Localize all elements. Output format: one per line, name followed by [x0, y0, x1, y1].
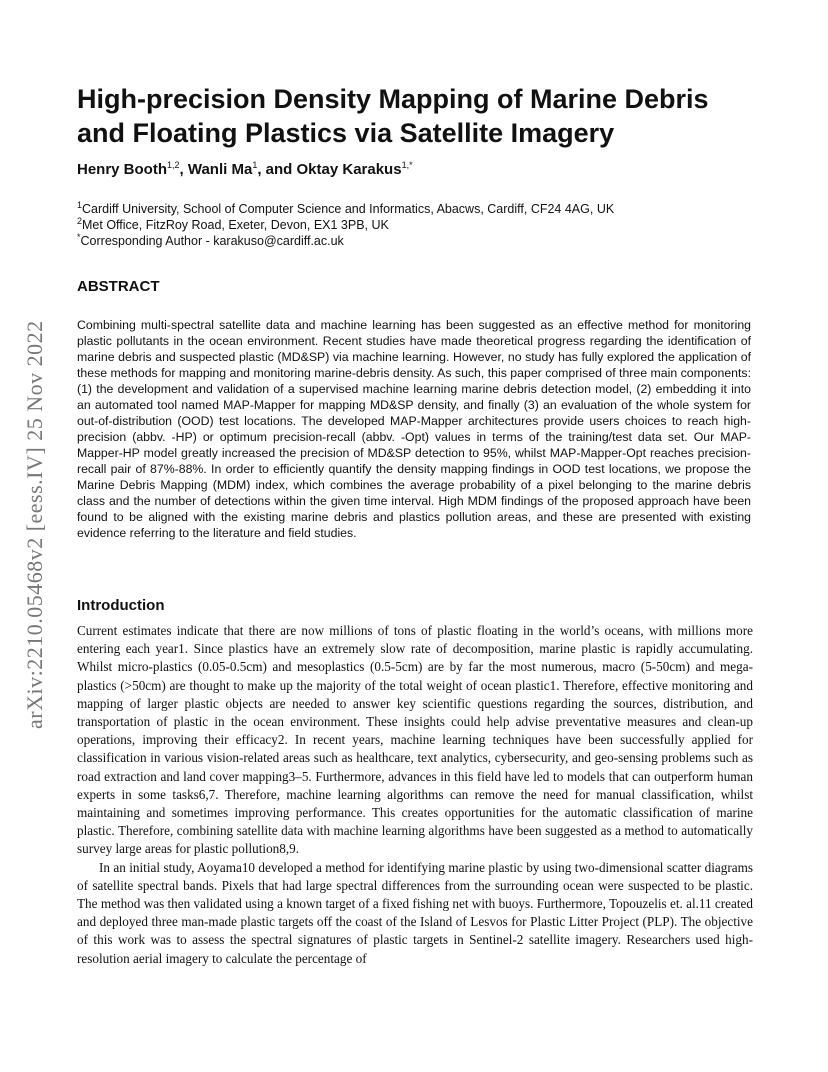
introduction-heading: Introduction	[77, 597, 165, 614]
affiliation	[77, 217, 757, 233]
author-affiliation-mark: 1,2	[167, 160, 180, 170]
arxiv-identifier	[22, 280, 58, 770]
paper-title: High-precision Density Mapping of Marine Debris and Floating Plastics via Satellite Imagery	[77, 84, 709, 148]
author-name: Wanli Ma	[187, 161, 253, 178]
paragraph: Current estimates indicate that there are now millions of tons of plastic floating in the world’s oceans, with millions more entering each year1. Since plastics have an extremely slow rate of decomposition, marine plastic is rapidly accumulating. Whilst micro-plastics (0.05-0.5cm) and mesoplastics (0.5-5cm) are by far the most numerous, macro (5-50cm) and mega-plastics (>50cm) are thought to make up the majority of the total weight of ocean plastic1. Therefore, effective monitoring and mapping of larger plastic objects are needed to answer key scientific questions regarding the sources, distribution, and transportation of plastic in the ocean environment. These insights could help advise preventative measures and clean-up operations, improving their efficacy2. In recent years, machine learning techniques have been successfully applied for classification in various vision-related areas such as healthcare, text analytics, cybersecurity, and geo-sensing problems such as road extraction and land cover mapping3–5. Furthermore, advances in this field have led to models that can outperform human experts in some tasks6,7. Therefore, machine learning algorithms can remove the need for manual classification, whilst maintaining and sometimes improving performance. This creates opportunities for the automatic classification of marine plastic. Therefore, combining satellite data with machine learning algorithms have been suggested as a method to automatically survey large areas for plastic pollution8,9.	[77, 623, 753, 857]
abstract-heading: ABSTRACT	[77, 278, 160, 295]
author-affiliation-mark: 1,*	[401, 160, 413, 170]
author-separator: ,	[179, 161, 188, 178]
arxiv-identifier-text: arXiv:2210.05468v2 [eess.IV] 25 Nov 2022	[22, 320, 47, 730]
author-separator: , and	[257, 161, 297, 178]
author-list	[77, 160, 757, 180]
author-affiliation-mark: 1	[252, 160, 258, 170]
affiliation-mark: *	[77, 231, 81, 242]
affiliation-text: Cardiff University, School of Computer Science and Informatics, Abacws, Cardiff, CF24 4AG, UK	[82, 202, 615, 216]
paragraph: In an initial study, Aoyama10 developed a method for identifying marine plastic by using two-dimensional scatter diagrams of satellite spectral bands. Pixels that had large spectral differences from the surrounding ocean were suspected to be plastic. The method was then validated using a known target of a fixed fishing net with buoys. Furthermore, Topouzelis et. al.11 created and deployed three man-made plastic targets off the coast of the Island of Lesvos for Plastic Litter Project (PLP). The objective of this work was to assess the spectral signatures of plastic targets in Sentinel-2 satellite imagery. Researchers used high-resolution aerial imagery to calculate the percentage of	[77, 859, 753, 966]
affiliation-text: Met Office, FitzRoy Road, Exeter, Devon, EX1 3PB, UK	[82, 218, 389, 232]
introduction-body	[77, 622, 753, 968]
abstract-text: Combining multi-spectral satellite data and machine learning has been suggested as an effective method for monitoring plastic pollutants in the ocean environment. Recent studies have made theoretical progress regarding the identification of marine debris and suspected plastic (MD&SP) via machine learning. However, no study has fully explored the application of these methods for mapping and monitoring marine-debris density. As such, this paper comprised of three main components: (1) the development and validation of a supervised machine learning marine debris detection model, (2) embedding it into an automated tool named MAP-Mapper for mapping MD&SP density, and finally (3) an evaluation of the whole system for out-of-distribution (OOD) test locations. The developed MAP-Mapper architectures provide users choices to reach high-precision (abbv. -HP) or optimum precision-recall (abbv. -Opt) values in terms of the training/test data set. Our MAP-Mapper-HP model greatly increased the precision of MD&SP detection to 95%, whilst MAP-Mapper-Opt reaches precision-recall pair of 87%-88%. In order to efficiently quantify the density mapping findings in OOD test locations, we propose the Marine Debris Mapping (MDM) index, which combines the average probability of a pixel belonging to the marine debris class and the number of detections within the given time interval. High MDM findings of the proposed approach have been found to be aligned with the existing marine debris and plastics pollution areas, and these are presented with existing evidence referring to the literature and field studies.	[77, 318, 751, 540]
affiliation	[77, 201, 757, 217]
affiliation-mark: 1	[77, 199, 83, 210]
author-name: Henry Booth	[77, 161, 167, 178]
affiliation	[77, 233, 757, 249]
affiliation-list	[77, 201, 757, 249]
author-name: Oktay Karakus	[296, 161, 402, 178]
affiliation-text: Corresponding Author - karakuso@cardiff.ac.uk	[80, 234, 344, 248]
affiliation-mark: 2	[77, 215, 83, 226]
